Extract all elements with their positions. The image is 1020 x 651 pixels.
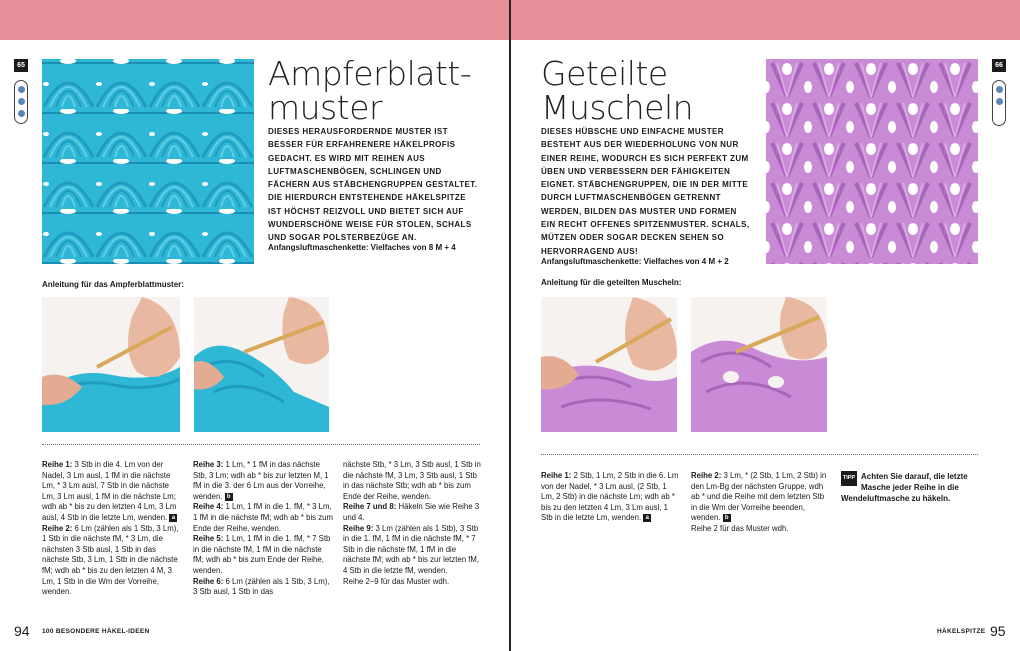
top-color-band [0,0,509,40]
row-7-8-text: Häkeln Sie wie Reihe 3 und 4. [343,502,480,522]
instructions-heading: Anleitung für das Ampferblattmuster: [42,280,184,289]
right-page [511,0,1020,651]
row-6-label: Reihe 6: [193,576,224,586]
row-3-label: Reihe 3: [193,460,224,469]
row-7-8-label: Reihe 7 und 8: [343,502,397,512]
repeat-instruction: Reihe 2 für das Muster wdh. [691,523,789,533]
title-line-2: Muscheln [541,88,694,127]
pattern-intro: DIESES HERAUSFORDERNDE MUSTER IST BESSER FÜR ERFAHRENERE HÄKELPROFIS GEDACHT. ES WIRD MIT REIHEN AUS LUFTMASCHENBÖGEN, SCHLINGEN UND FÄCHERN AUS STÄBCHENGRUPPEN GESTALTET. DIE HIERDURCH ENTSTEHENDE HÄKELSPITZE IST HÖCHST REIZVOLL UND BIETET SICH AUF WUNDERSCHÖNE WEISE FÜR STOLEN, SCHALS UND SOGAR POLSTERBEZÜGE AN. [268,127,478,243]
difficulty-indicator [14,80,28,124]
row-6-continued: nächste Stb, * 3 Lm, 3 Stb ausl, 1 Stb in die nächste fM, 3 Lm, 3 Stb ausl, 1 Stb in das nächste Stb; wdh ab * bis zum Ende der Reihe, wenden. [343,460,481,501]
left-page [0,0,509,651]
title-line-2: muster [268,88,383,127]
row-3-text: 1 Lm, * 1 fM in das nächste Stb, 3 Lm; wdh ab * bis zur letzten M, 1 fM in die 3. der 6 Lm aus der Vorreihe, wenden. [193,460,329,501]
tip-text: Achten Sie darauf, die letzte Masche jeder Reihe in die Wendeluftmasche zu häkeln. [841,472,968,503]
section-divider [541,454,978,455]
row-1-text: 2 Stb, 1 Lm, 2 Stb in die 6. Lm von der Nadel, * 3 Lm ausl, (2 Stb, 1 Lm, 2 Stb) in die nächste Lm; wdh ab * bis zu den letzten 4 Lm, 3 Lm ausl, 1 Stb in die letzte Lm, wenden. [541,471,679,523]
instructions-column-2 [193,460,333,598]
row-5-label: Reihe 5: [193,534,224,544]
running-head: 100 BESONDERE HÄKEL-IDEEN [42,628,150,635]
row-6-text: 6 Lm (zählen als 1 Stb, 3 Lm), 3 Stb ausl, 1 Stb in das [193,576,330,597]
page-number: 95 [990,623,1006,639]
section-divider [42,444,480,445]
row-1-label: Reihe 1: [541,471,572,480]
tip-box [841,471,981,504]
row-4-label: Reihe 4: [193,502,224,512]
title-line-1: Geteilte [541,54,668,93]
swatch-photo-geteilte-muscheln [766,59,978,264]
pattern-number-badge: 65 [14,59,28,72]
step-marker-b: b [723,514,731,522]
instructions-column-2 [691,471,831,535]
row-4-text: 1 Lm, 1 fM in die 1. fM, * 3 Lm, 1 fM in die nächste fM; wdh ab * bis zum Ende der Reihe, wenden. [193,502,333,533]
tip-badge: TIPP [841,471,857,486]
pattern-intro: DIESES HÜBSCHE UND EINFACHE MUSTER BESTEHT AUS DER WIEDERHOLUNG VON NUR EINER REIHE, WODURCH ES SICH PERFEKT ZUM ÜBEN UND VERBESSERN DER FÄHIGKEITEN EIGNET. STÄBCHENGRUPPEN, DIE IN DER MITTE DURCH LUFTMASCHENBÖGEN GETRENNT WERDEN, BILDEN DAS MUSTER UND FORMEN EIN RECHT OFFENES SPITZENMUSTER. SCHALS, MÜTZEN ODER SOGAR DECKEN SEHEN SO HERVORRAGEND AUS! [541,127,750,256]
foundation-chain: Anfangsluftmaschenkette: Vielfaches von 8 M + 4 [268,243,456,252]
pattern-title [268,54,472,127]
top-color-band [511,0,1020,40]
page-number: 94 [14,623,30,639]
instructions-column-1 [42,460,182,598]
step-marker-a: a [169,514,177,522]
swatch-photo-ampferblatt [42,59,254,264]
instructions-column-3 [343,460,483,587]
instructions-column-1 [541,471,681,524]
step-marker-a: a [643,514,651,522]
repeat-instruction: Reihe 2–9 für das Muster wdh. [343,576,450,586]
difficulty-dot-icon [18,86,25,93]
row-9-label: Reihe 9: [343,523,374,533]
row-2-text: 6 Lm (zählen als 1 Stb, 3 Lm), 1 Stb in die nächste fM, * 3 Lm, die nächsten 3 Stb ausl, 1 Stb in das nächste Stb, 3 Lm, 1 Stb in die nächste fM; wdh ab * bis zu den letzten 4 M, 3 Lm, 1 Stb in die Wm der Vorreihe, wenden. [42,523,179,597]
difficulty-dot-icon [996,86,1003,93]
step-photo-a [42,297,180,432]
difficulty-dot-icon [996,98,1003,105]
step-photo-b [691,297,827,432]
row-2-text: 3 Lm, * (2 Stb, 1 Lm, 2 Stb) in den Lm-Bg der nächsten Gruppe, wdh ab * und die Reihe mit dem letzten Stb in die Wm der Vorreihe beenden, wenden. [691,471,827,523]
foundation-chain: Anfangsluftmaschenkette: Vielfaches von 4 M + 2 [541,257,729,266]
running-head: HÄKELSPITZE [937,628,986,635]
difficulty-indicator [992,80,1006,126]
instructions-heading: Anleitung für die geteilten Muscheln: [541,278,682,287]
step-photo-a [541,297,677,432]
row-1-text: 3 Stb in die 4. Lm von der Nadel, 3 Lm ausl, 1 fM in die nächste Lm, * 3 Lm ausl, 7 Stb in die nächste Lm, 3 Lm ausl, 1 fM in die nächste Lm; wdh ab * bis zu den letzten 4 Lm, 3 Lm ausl, 4 Stb in die letzte Lm, wenden. [42,460,177,522]
step-photo-b [194,297,329,432]
difficulty-dot-icon [18,110,25,117]
row-2-label: Reihe 2: [691,471,722,480]
row-9-text: 3 Lm (zählen als 1 Stb), 3 Stb in die 1. fM, 1 fM in die nächste fM, * 7 Stb in die nächste fM, 1 fM in die nächste fM; wdh ab * bis zur letzten fM, 4 Stb in die letzte fM, wenden. [343,523,480,575]
pattern-number-badge: 66 [992,59,1006,72]
row-1-label: Reihe 1: [42,460,73,469]
pattern-title [541,54,694,127]
row-5-text: 1 Lm, 1 fM in die 1. fM, * 7 Stb in die nächste fM, 1 fM in die nächste fM; wdh ab * bis zum Ende der Reihe, wenden. [193,534,331,575]
step-marker-b: b [225,493,233,501]
difficulty-dot-icon [18,98,25,105]
row-2-label: Reihe 2: [42,523,73,533]
title-line-1: Ampferblatt- [268,54,472,93]
